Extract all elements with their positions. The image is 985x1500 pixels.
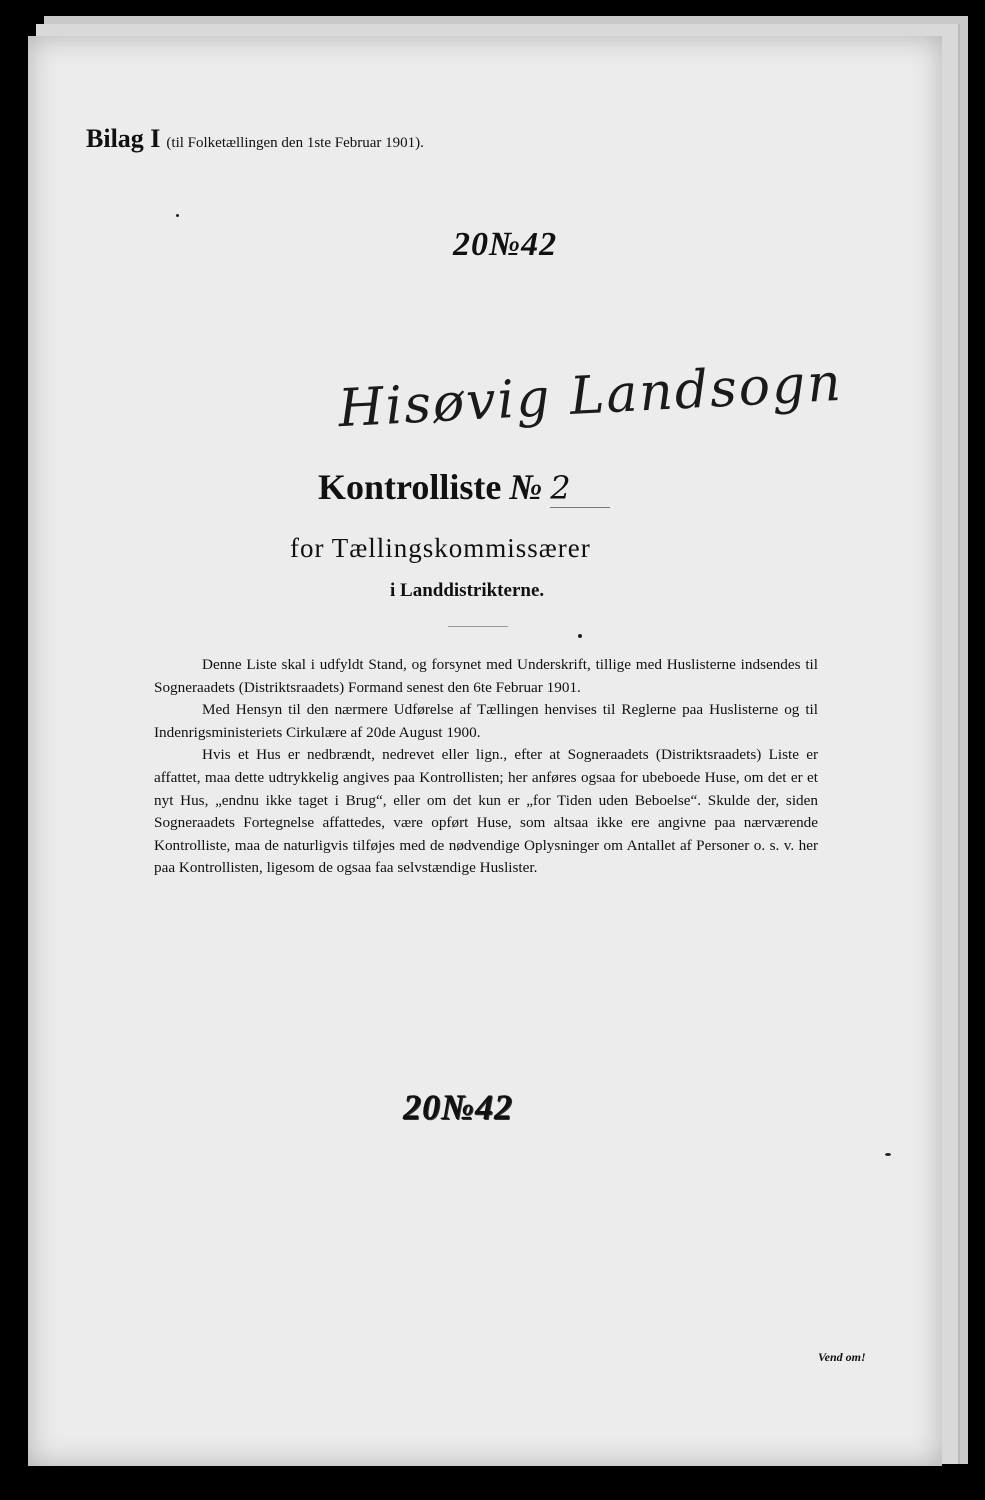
document-subtitle: for Tællingskommissærer <box>290 533 591 563</box>
title-text: Kontrolliste <box>318 467 502 507</box>
bilag-subtitle: (til Folketællingen den 1ste Februar 1901). <box>166 135 424 151</box>
document-subtitle-district: i Landdistrikterne. <box>390 580 545 601</box>
turn-over-note: Vend om! <box>818 1350 866 1364</box>
stamp-number-top: 20№42 <box>453 226 558 263</box>
document-title <box>318 466 610 508</box>
bilag-label: Bilag I <box>86 124 161 153</box>
handwritten-parish-name: Hisøvig Landsogn <box>336 352 845 440</box>
ink-dot <box>176 214 179 217</box>
instructions-text <box>154 654 818 880</box>
instruction-paragraph: Med Hensyn til den nærmere Udførelse af Tællingen henvises til Reglerne paa Huslisterne og til Indenrigsministeriets Cirkulære af 20de August 1900. <box>154 701 818 741</box>
number-sign: № <box>509 467 543 507</box>
ink-dot <box>885 1153 891 1156</box>
document-header <box>86 124 424 154</box>
instruction-paragraph: Denne Liste skal i udfyldt Stand, og forsynet med Underskrift, tillige med Huslisterne indsendes til Sogneraadets (Distriktsraadets) Formand senest den 6te Februar 1901. <box>154 656 818 696</box>
stamp-number-bottom: 20№42 <box>403 1087 513 1127</box>
document-page <box>28 36 942 1466</box>
handwritten-list-number: 2 <box>550 469 610 508</box>
instruction-paragraph: Hvis et Hus er nedbrændt, nedrevet eller lign., efter at Sogneraadets (Distriktsraadets) Liste er affattet, maa dette udtrykkelig angives paa Kontrollisten; her anføres ogsaa for ubeboede Huse, om det er et nyt Hus, „endnu ikke taget i Brug“, eller om det kun er „for Tiden uden Beboelse“. Skulde der, siden Sogneraadets Fortegnelse affattedes, være opført Huse, som altsaa ikke ere angivne paa nærværende Kontrolliste, maa de naturligvis tilføjes med de nødvendige Oplysninger om Antallet af Personer o. s. v. her paa Kontrollisten, ligesom de ogsaa faa selvstændige Huslister. <box>154 746 818 877</box>
divider-rule <box>448 626 508 627</box>
ink-dot <box>578 634 582 638</box>
